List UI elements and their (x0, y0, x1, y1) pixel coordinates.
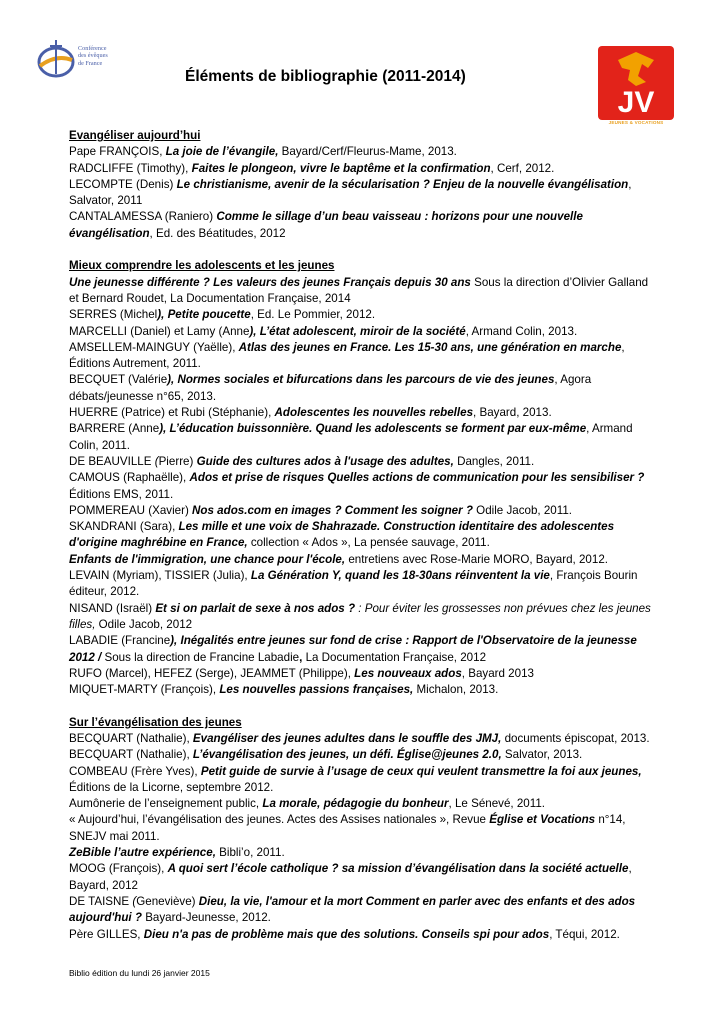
bibliography-entry (69, 161, 659, 177)
entry-text: MARCELLI (Daniel) et Lamy (Anne (69, 324, 250, 338)
entry-text: POMMEREAU (Xavier) (69, 503, 193, 517)
entry-text: documents épiscopat, 2013. (501, 731, 650, 745)
entry-text: MOOG (François), (69, 862, 168, 876)
entry-text: RADCLIFFE (Timothy), (69, 161, 192, 175)
bibliography-content (69, 128, 659, 959)
work-title: A quoi sert l’école catholique ? sa mission d’évangélisation dans la société actuelle (167, 862, 629, 876)
entry-text: : Pour éviter les grossesses non prévues chez les jeunes filles, (69, 601, 651, 631)
bibliography-entry (69, 666, 659, 682)
work-title: Dieu, la vie, l'amour et la mort Comment en parler avec des enfants et des ados aujourd'hui ? (69, 894, 636, 925)
cef-logo (36, 36, 146, 84)
bibliography-entry (69, 845, 659, 861)
entry-text: Sous la direction de Francine Labadie (101, 650, 300, 664)
entry-text: « Aujourd’hui, l’évangélisation des jeunes. Actes des Assises nationales », Revue (69, 813, 490, 827)
work-title: ), Normes sociales et bifurcations dans les parcours de vie des jeunes (167, 373, 555, 387)
bibliography-entry (69, 601, 659, 634)
entry-text: Salvator, 2013. (501, 748, 583, 762)
bibliography-entry (69, 568, 659, 601)
entry-text: La Documentation Française, 2012 (302, 650, 487, 664)
work-title: La Génération Y, quand les 18-30ans réinventent la vie (250, 569, 550, 583)
entry-text: BECQUET (Valérie (69, 373, 168, 387)
bibliography-entry (69, 209, 659, 242)
work-title: ), Inégalités entre jeunes sur fond de crise : Rapport de l'Observatoire de la jeunesse 2012 / (69, 634, 637, 664)
entry-text: SERRES (Michel (69, 308, 158, 322)
entry-text: Odile Jacob, 2012 (95, 617, 193, 631)
entry-text: RUFO (Marcel), HEFEZ (Serge), JEAMMET (Philippe), (69, 666, 355, 680)
entry-text: Dangles, 2011. (453, 454, 535, 468)
entry-text: Éditions EMS, 2011. (69, 487, 174, 501)
section-heading: Mieux comprendre les adolescents et les jeunes (69, 259, 335, 273)
bibliography-section (69, 258, 659, 698)
entry-text: Geneviève) (136, 894, 199, 908)
work-title: Evangéliser des jeunes adultes dans le souffle des JMJ, (192, 731, 502, 745)
entry-text: DE BEAUVILLE (69, 454, 155, 468)
work-title: ZeBible l’autre expérience, (69, 846, 216, 860)
bibliography-entry (69, 372, 659, 405)
bibliography-entry (69, 454, 659, 470)
work-title: Les nouveaux ados (354, 666, 462, 680)
entry-text: , Agora débats/jeunesse n°65, 2013. (69, 373, 592, 403)
entry-text: BECQUART (Nathalie), (69, 731, 193, 745)
work-title: Enfants de l'immigration, une chance pour l'école, (69, 552, 346, 566)
work-title: La joie de l’évangile, (165, 145, 279, 159)
work-title: Comme le sillage d’un beau vaisseau : horizons pour une nouvelle évangélisation (69, 210, 583, 240)
entry-text: , Bayard, 2012 (69, 862, 632, 892)
bibliography-entry (69, 470, 659, 503)
entry-text: Michalon, 2013. (413, 683, 499, 697)
bibliography-entry (69, 503, 659, 519)
entry-text: Père GILLES, (69, 927, 144, 941)
entry-text: , Bayard 2013 (461, 666, 534, 680)
bibliography-entry (69, 552, 659, 568)
section-heading: Evangéliser aujourd’hui (69, 129, 201, 142)
entry-text: , Le Sénevé, 2011. (448, 797, 546, 811)
work-title: Nos ados.com en images ? Comment les soigner ? (192, 503, 473, 517)
work-title: Les mille et une voix de Shahrazade. Construction identitaire des adolescentes d'origine maghrébine en France, (69, 520, 615, 550)
bibliography-entry (69, 275, 659, 308)
entry-text: , Ed. Le Pommier, 2012. (250, 308, 376, 322)
entry-text: , Armand Colin, 2013. (465, 324, 578, 338)
entry-text: BARRERE (Anne (69, 422, 160, 436)
bibliography-entry (69, 796, 659, 812)
jv-logo (598, 46, 674, 128)
page-title: Éléments de bibliographie (2011-2014) (185, 68, 466, 85)
entry-text: Odile Jacob, 2011. (472, 503, 572, 517)
bibliography-entry (69, 421, 659, 454)
section-heading: Sur l’évangélisation des jeunes (69, 715, 242, 729)
entry-text: Éditions de la Licorne, septembre 2012. (69, 780, 274, 794)
work-title: Petit guide de survie à l’usage de ceux qui veulent transmettre la foi aux jeunes, (200, 764, 642, 778)
entry-text: LABADIE (Francine (69, 634, 171, 648)
work-title: Ados et prise de risques Quelles actions de communication pour les sensibiliser ? (189, 471, 645, 485)
work-title: Adolescentes les nouvelles rebelles (274, 406, 474, 420)
svg-text:JV: JV (617, 86, 655, 119)
jv-logo-tagline: JEUNES & VOCATIONS (608, 120, 664, 125)
entry-text: ( (154, 454, 159, 468)
entry-text: n°14, SNEJV mai 2011. (69, 813, 626, 843)
entry-text: SKANDRANI (Sara), (69, 520, 179, 534)
bibliography-entry (69, 731, 659, 747)
entry-text: DE TAISNE (69, 894, 133, 908)
entry-text: BECQUART (Nathalie), (69, 748, 193, 762)
entry-text: , (299, 650, 303, 664)
work-title: ), Petite poucette (157, 308, 251, 322)
entry-text: HUERRE (Patrice) et Rubi (Stéphanie), (69, 406, 275, 420)
bibliography-entry (69, 177, 659, 210)
work-title: L’évangélisation des jeunes, un défi. Église@jeunes 2.0, (192, 748, 502, 762)
entry-text: , Cerf, 2012. (490, 161, 555, 175)
work-title: Les nouvelles passions françaises, (219, 683, 414, 697)
cef-logo-text: Conférence des évêques de France (78, 45, 108, 67)
work-title: Et si on parlait de sexe à nos ados ? (155, 601, 356, 615)
bibliography-entry (69, 144, 659, 160)
entry-text: COMBEAU (Frère Yves), (69, 764, 201, 778)
entry-text: LEVAIN (Myriam), TISSIER (Julia), (69, 569, 251, 583)
work-title: Guide des cultures ados à l'usage des adultes, (196, 454, 454, 468)
entry-text: , Téqui, 2012. (549, 927, 620, 941)
entry-text: Sous la direction d’Olivier Galland et Bernard Roudet, La Documentation Française, 2014 (69, 275, 649, 305)
work-title: Faites le plongeon, vivre le baptême et la confirmation (191, 161, 491, 175)
entry-text: Bayard/Cerf/Fleurus-Mame, 2013. (278, 145, 457, 159)
entry-text: Pierre) (158, 454, 197, 468)
entry-text: NISAND (Israël) (69, 601, 156, 615)
entry-text: , François Bourin éditeur, 2012. (69, 569, 638, 599)
work-title: Atlas des jeunes en France. Les 15-30 ans, une génération en marche (238, 340, 622, 354)
entry-text: Bayard-Jeunesse, 2012. (141, 911, 271, 925)
cef-emblem-icon (36, 36, 76, 80)
entry-text: collection « Ados », La pensée sauvage, 2011. (247, 536, 490, 550)
entry-text: AMSELLEM-MAINGUY (Yaëlle), (69, 340, 239, 354)
work-title: Le christianisme, avenir de la sécularisation ? Enjeu de la nouvelle évangélisation (176, 177, 629, 191)
bibliography-entry (69, 405, 659, 421)
entry-text: Pape FRANÇOIS, (69, 145, 166, 159)
work-title: Dieu n'a pas de problème mais que des solutions. Conseils spi pour ados (143, 927, 550, 941)
bibliography-entry (69, 324, 659, 340)
footer-edition-note: Biblio édition du lundi 26 janvier 2015 (69, 968, 210, 978)
bibliography-entry (69, 307, 659, 323)
entry-text: Bibli’o, 2011. (215, 846, 285, 860)
entry-text: , Éditions Autrement, 2011. (69, 340, 625, 371)
bibliography-entry (69, 861, 659, 894)
entry-text: , Bayard, 2013. (473, 406, 552, 420)
entry-text: Aumônerie de l’enseignement public, (69, 797, 263, 811)
bibliography-entry (69, 894, 659, 927)
work-title: ), L’éducation buissonnière. Quand les adolescents se forment par eux-même (159, 422, 587, 436)
bibliography-entry (69, 764, 659, 797)
entry-text: , Salvator, 2011 (69, 177, 632, 208)
work-title: La morale, pédagogie du bonheur (262, 797, 449, 811)
bibliography-entry (69, 812, 659, 845)
entry-text: CAMOUS (Raphaëlle), (69, 471, 190, 485)
entry-text: , Armand Colin, 2011. (69, 422, 633, 452)
bibliography-entry (69, 747, 659, 763)
work-title: ), L’état adolescent, miroir de la société (249, 324, 466, 338)
jv-logo-icon (598, 46, 674, 120)
entry-text: MIQUET-MARTY (François), (69, 683, 220, 697)
bibliography-section (69, 128, 659, 242)
entry-text: , Ed. des Béatitudes, 2012 (149, 226, 286, 240)
bibliography-entry (69, 927, 659, 943)
bibliography-entry (69, 519, 659, 552)
entry-text: LECOMPTE (Denis) (69, 177, 177, 191)
bibliography-section (69, 715, 659, 943)
entry-text: entretiens avec Rose-Marie MORO, Bayard, 2012. (345, 552, 608, 566)
work-title: Église et Vocations (489, 813, 596, 827)
entry-text: ( (132, 894, 137, 908)
bibliography-entry (69, 340, 659, 373)
entry-text: CANTALAMESSA (Raniero) (69, 210, 217, 224)
bibliography-entry (69, 682, 659, 698)
bibliography-entry (69, 633, 659, 666)
work-title: Une jeunesse différente ? Les valeurs des jeunes Français depuis 30 ans (69, 275, 471, 289)
